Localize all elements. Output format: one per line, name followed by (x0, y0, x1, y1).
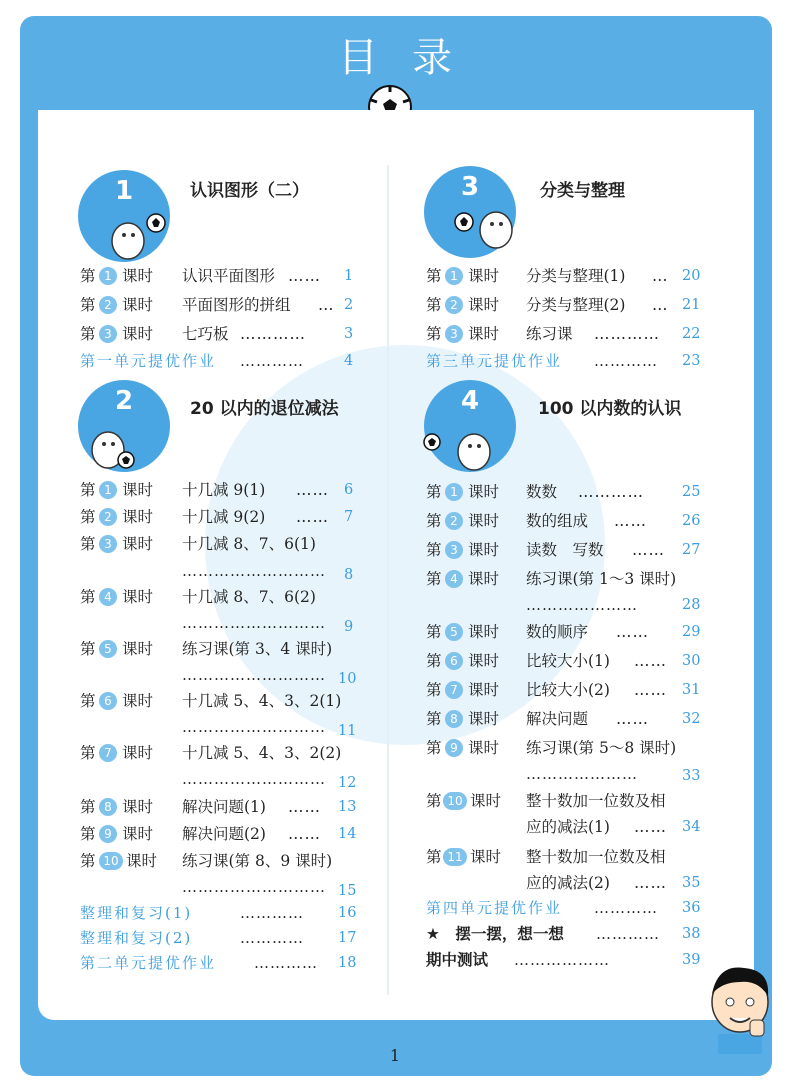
lesson-topic: 十几减 5、4、3、2(1) (182, 692, 342, 710)
lesson-prefix: 第 (426, 296, 442, 314)
lesson-suffix: 课时 (122, 744, 154, 762)
lesson-topic: 七巧板 (182, 325, 229, 343)
lesson-topic: 练习课 (526, 325, 573, 343)
lesson-suffix: 课时 (122, 535, 154, 553)
review-item[interactable] (80, 951, 216, 975)
page-ref: 27 (682, 542, 701, 558)
page-ref: 31 (682, 682, 701, 698)
lesson-prefix: 第 (80, 267, 96, 285)
lesson-number-badge: 4 (99, 588, 117, 606)
unit-4-title: 100 以内数的认识 (538, 399, 682, 419)
dinosaur-mascot-icon (100, 205, 170, 265)
leader-dots: ………… (594, 352, 658, 370)
unit-1-badge: 1 (78, 170, 170, 262)
column-divider (387, 165, 389, 995)
page-ref: 17 (338, 930, 357, 946)
page-ref: 29 (682, 624, 701, 640)
review-label: 整理和复习(2) (80, 929, 193, 947)
lesson-number-badge: 7 (99, 744, 117, 762)
page-ref: 25 (682, 484, 701, 500)
unit-4-review[interactable] (426, 896, 562, 920)
lesson-suffix: 课时 (122, 692, 154, 710)
lesson-row-continued (526, 815, 716, 839)
lesson-suffix: 课时 (468, 296, 500, 314)
page-ref: 38 (682, 926, 701, 942)
lesson-row[interactable] (426, 736, 716, 760)
page-ref: 30 (682, 653, 701, 669)
leader-dots: ………………… (526, 596, 638, 614)
lesson-prefix: 第 (80, 588, 96, 606)
lesson-prefix: 第 (80, 508, 96, 526)
review-label: 整理和复习(1) (80, 904, 193, 922)
page-ref: 33 (682, 768, 701, 784)
page-ref: 6 (344, 482, 354, 498)
lesson-topic: 整十数加一位数及相 (526, 848, 666, 866)
lesson-row[interactable] (426, 264, 716, 288)
lesson-topic: 应的减法(2) (526, 874, 610, 892)
lesson-suffix: 课时 (470, 792, 502, 810)
leader-dots: ………… (594, 325, 660, 343)
leader-dots: ………… (240, 325, 306, 343)
wave-decoration (20, 96, 772, 136)
unit-3-badge: 3 (424, 166, 516, 258)
page-title: 目录 (338, 35, 486, 81)
midterm-test[interactable] (426, 948, 488, 972)
lesson-row[interactable] (80, 637, 360, 661)
page-ref: 36 (682, 900, 701, 916)
lesson-suffix: 课时 (468, 483, 500, 501)
boy-thumbs-up-icon (700, 958, 774, 1054)
lesson-row[interactable] (426, 649, 716, 673)
review-item[interactable] (80, 926, 192, 950)
lesson-topic: 比较大小(2) (526, 681, 610, 699)
lesson-suffix: 课时 (468, 325, 500, 343)
dinosaur-mascot-icon (452, 200, 532, 260)
page-number: 1 (389, 1046, 401, 1065)
page-ref: 9 (344, 619, 354, 635)
lesson-number-badge: 8 (99, 798, 117, 816)
lesson-number-badge: 3 (445, 541, 463, 559)
leader-dots: …… (632, 541, 665, 559)
leader-dots: …… (616, 710, 649, 728)
unit-3-title: 分类与整理 (540, 181, 625, 201)
leader-dots: …… (296, 508, 329, 526)
lesson-prefix: 第 (426, 848, 442, 866)
lesson-topic: 十几减 9(1) (182, 481, 266, 499)
page-ref: 7 (344, 509, 354, 525)
lesson-topic: 分类与整理(1) (526, 267, 626, 285)
page-ref: 2 (344, 297, 354, 313)
lesson-row[interactable] (426, 789, 716, 813)
page-ref: 26 (682, 513, 701, 529)
lesson-suffix: 课时 (468, 710, 500, 728)
review-item[interactable] (80, 901, 192, 925)
lesson-topic: 数的顺序 (526, 623, 589, 641)
lesson-row[interactable] (80, 849, 360, 873)
lesson-number-badge: 1 (99, 267, 117, 285)
lesson-topic: 练习课(第 3、4 课时) (182, 640, 333, 658)
page-ref: 8 (344, 567, 354, 583)
lesson-prefix: 第 (80, 296, 96, 314)
lesson-row[interactable] (426, 620, 716, 644)
lesson-suffix: 课时 (468, 623, 500, 641)
lesson-topic: 解决问题 (526, 710, 589, 728)
lesson-topic: 比较大小(1) (526, 652, 610, 670)
lesson-prefix: 第 (80, 852, 96, 870)
leader-dots: …… (288, 825, 321, 843)
lesson-number-badge: 5 (99, 640, 117, 658)
lesson-row[interactable] (426, 509, 716, 533)
lesson-prefix: 第 (80, 325, 96, 343)
lesson-topic: 读数 写数 (526, 541, 604, 559)
lesson-suffix: 课时 (470, 848, 502, 866)
lesson-prefix: 第 (80, 744, 96, 762)
leader-dots: ……………………… (182, 878, 326, 896)
lesson-suffix: 课时 (122, 296, 154, 314)
lesson-row[interactable] (426, 707, 716, 731)
lesson-number-badge: 1 (445, 483, 463, 501)
leader-dots: …… (634, 652, 667, 670)
page-ref: 34 (682, 819, 701, 835)
lesson-number-badge: 1 (99, 481, 117, 499)
lesson-suffix: 课时 (122, 325, 154, 343)
lesson-topic: 认识平面图形 (182, 267, 276, 285)
lesson-suffix: 课时 (122, 508, 154, 526)
leader-dots: ……………………… (182, 770, 326, 788)
lesson-number-badge: 5 (445, 623, 463, 641)
page-ref: 13 (338, 799, 357, 815)
lesson-row[interactable] (426, 293, 716, 317)
lesson-prefix: 第 (80, 640, 96, 658)
leader-dots: ………… (594, 899, 658, 917)
leader-dots: ………… (240, 929, 304, 947)
leader-dots: ………… (596, 925, 660, 943)
lesson-number-badge: 10 (443, 792, 467, 810)
page-ref: 3 (344, 326, 354, 342)
lesson-prefix: 第 (80, 692, 96, 710)
unit-2-title: 20 以内的退位减法 (190, 399, 339, 419)
lesson-prefix: 第 (426, 681, 442, 699)
leader-dots: ……………………… (182, 718, 326, 736)
page-ref: 14 (338, 826, 357, 842)
leader-dots: … (318, 296, 335, 314)
page-ref: 15 (338, 883, 357, 899)
lesson-topic: 十几减 5、4、3、2(2) (182, 744, 342, 762)
lesson-number-badge: 11 (443, 848, 467, 866)
lesson-prefix: 第 (426, 792, 442, 810)
lesson-topic: 练习课(第 8、9 课时) (182, 852, 333, 870)
page-ref: 28 (682, 597, 701, 613)
page-ref: 22 (682, 326, 701, 342)
lesson-row[interactable] (80, 264, 360, 288)
lesson-number-badge: 2 (445, 512, 463, 530)
unit-1-title: 认识图形（二） (190, 181, 309, 201)
page-ref: 12 (338, 775, 357, 791)
page-ref: 4 (344, 353, 354, 369)
lesson-suffix: 课时 (468, 739, 500, 757)
lesson-topic: 解决问题(2) (182, 825, 266, 843)
lesson-suffix: 课时 (122, 640, 154, 658)
leader-dots: …… (634, 874, 667, 892)
leader-dots: …… (634, 681, 667, 699)
lesson-number-badge: 2 (99, 508, 117, 526)
lesson-topic: 数的组成 (526, 512, 589, 530)
leader-dots: ……………………… (182, 666, 326, 684)
review-label: 第三单元提优作业 (426, 352, 563, 370)
lesson-row[interactable] (80, 505, 360, 529)
lesson-prefix: 第 (426, 739, 442, 757)
lesson-prefix: 第 (426, 325, 442, 343)
dinosaur-mascot-icon (422, 420, 502, 480)
lesson-row-continued (526, 871, 716, 895)
lesson-prefix: 第 (426, 623, 442, 641)
lesson-row[interactable] (80, 322, 360, 346)
leader-dots: …… (288, 798, 321, 816)
lesson-prefix: 第 (80, 798, 96, 816)
lesson-suffix: 课时 (468, 267, 500, 285)
lesson-suffix: 课时 (122, 798, 154, 816)
lesson-topic: 练习课(第 1～3 课时) (526, 570, 677, 588)
lesson-row[interactable] (426, 322, 716, 346)
page-ref: 11 (338, 723, 357, 739)
page-ref: 16 (338, 905, 357, 921)
lesson-prefix: 第 (426, 710, 442, 728)
lesson-topic: 十几减 9(2) (182, 508, 266, 526)
lesson-number-badge: 4 (445, 570, 463, 588)
lesson-suffix: 课时 (468, 570, 500, 588)
page-ref: 39 (682, 952, 701, 968)
leader-dots: ………… (240, 904, 304, 922)
lesson-prefix: 第 (426, 483, 442, 501)
lesson-prefix: 第 (80, 481, 96, 499)
lesson-row[interactable] (426, 845, 716, 869)
lesson-row[interactable] (80, 478, 360, 502)
lesson-topic: 分类与整理(2) (526, 296, 626, 314)
lesson-row[interactable] (80, 532, 360, 556)
lesson-prefix: 第 (80, 535, 96, 553)
lesson-topic: 平面图形的拼组 (182, 296, 291, 314)
lesson-number-badge: 6 (99, 692, 117, 710)
lesson-number-badge: 9 (99, 825, 117, 843)
unit-3-review[interactable] (426, 349, 562, 373)
lesson-prefix: 第 (80, 825, 96, 843)
leader-dots: …… (288, 267, 321, 285)
page-ref: 20 (682, 268, 701, 284)
lesson-topic: 应的减法(1) (526, 818, 610, 836)
extra-activity[interactable] (426, 922, 564, 946)
lesson-topic: 数数 (526, 483, 558, 501)
extra-label: ★ 摆一摆，想一想 (426, 925, 564, 943)
unit-2-badge: 2 (78, 380, 170, 472)
lesson-prefix: 第 (426, 541, 442, 559)
lesson-number-badge: 7 (445, 681, 463, 699)
lesson-suffix: 课时 (468, 512, 500, 530)
unit-4-badge: 4 (424, 380, 516, 472)
page-ref: 32 (682, 711, 701, 727)
lesson-suffix: 课时 (468, 652, 500, 670)
lesson-topic: 十几减 8、7、6(2) (182, 588, 316, 606)
lesson-number-badge: 8 (445, 710, 463, 728)
page-ref: 23 (682, 353, 701, 369)
lesson-number-badge: 9 (445, 739, 463, 757)
leader-dots: ………… (240, 352, 304, 370)
lesson-number-badge: 3 (445, 325, 463, 343)
lesson-number-badge: 2 (445, 296, 463, 314)
leader-dots: …… (634, 818, 667, 836)
lesson-topic: 解决问题(1) (182, 798, 266, 816)
page-ref: 21 (682, 297, 701, 313)
lesson-prefix: 第 (426, 512, 442, 530)
extra-label: 期中测试 (426, 951, 489, 969)
leader-dots: ……………………… (182, 562, 326, 580)
lesson-row[interactable] (426, 480, 716, 504)
lesson-suffix: 课时 (122, 481, 154, 499)
lesson-suffix: 课时 (468, 541, 500, 559)
lesson-row[interactable] (80, 741, 360, 765)
lesson-row[interactable] (80, 822, 360, 846)
page-ref: 1 (344, 268, 354, 284)
review-label: 第四单元提优作业 (426, 899, 563, 917)
leader-dots: …… (614, 512, 647, 530)
lesson-number-badge: 6 (445, 652, 463, 670)
lesson-row[interactable] (80, 795, 360, 819)
leader-dots: ………… (578, 483, 644, 501)
lesson-suffix: 课时 (468, 681, 500, 699)
page-ref: 35 (682, 875, 701, 891)
lesson-number-badge: 10 (99, 852, 123, 870)
dinosaur-mascot-icon (80, 418, 150, 478)
lesson-suffix: 课时 (126, 852, 158, 870)
leader-dots: …… (616, 623, 649, 641)
lesson-number-badge: 3 (99, 325, 117, 343)
unit-1-review[interactable] (80, 349, 216, 373)
leader-dots: ………… (254, 954, 318, 972)
lesson-row[interactable] (426, 567, 716, 591)
lesson-topic: 练习课(第 5～8 课时) (526, 739, 677, 757)
page-ref: 18 (338, 955, 357, 971)
leader-dots: ………………… (526, 765, 638, 783)
review-label: 第二单元提优作业 (80, 954, 217, 972)
leader-dots: ……………… (514, 951, 610, 969)
leader-dots: …… (296, 481, 329, 499)
leader-dots: ……………………… (182, 614, 326, 632)
lesson-row[interactable] (426, 538, 716, 562)
lesson-prefix: 第 (426, 267, 442, 285)
leader-dots: … (652, 267, 669, 285)
lesson-suffix: 课时 (122, 588, 154, 606)
lesson-row[interactable] (80, 689, 360, 713)
lesson-topic: 十几减 8、7、6(1) (182, 535, 316, 553)
lesson-row[interactable] (426, 678, 716, 702)
lesson-number-badge: 3 (99, 535, 117, 553)
page-ref: 10 (338, 671, 357, 687)
lesson-suffix: 课时 (122, 825, 154, 843)
lesson-prefix: 第 (426, 570, 442, 588)
review-label: 第一单元提优作业 (80, 352, 217, 370)
lesson-row[interactable] (80, 293, 360, 317)
lesson-row[interactable] (80, 585, 360, 609)
lesson-topic: 整十数加一位数及相 (526, 792, 666, 810)
lesson-prefix: 第 (426, 652, 442, 670)
lesson-suffix: 课时 (122, 267, 154, 285)
lesson-number-badge: 1 (445, 267, 463, 285)
leader-dots: … (652, 296, 669, 314)
lesson-number-badge: 2 (99, 296, 117, 314)
